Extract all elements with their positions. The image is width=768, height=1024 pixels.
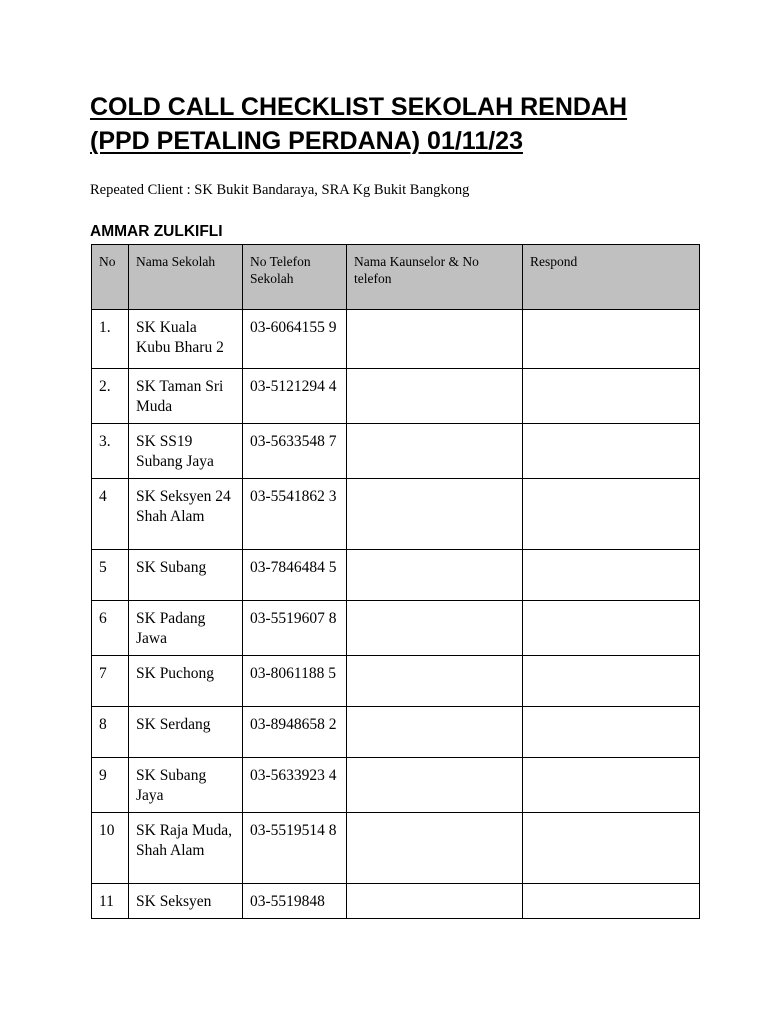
table-row: [92, 424, 700, 479]
page-title: [90, 90, 730, 158]
cell-counselor: [347, 813, 523, 884]
cell-school-phone: 03-5541862 3: [243, 479, 347, 550]
cell-counselor: [347, 601, 523, 656]
cell-counselor: [347, 479, 523, 550]
cell-no: 8: [92, 707, 129, 758]
cell-school-name: SK Raja Muda, Shah Alam: [129, 813, 243, 884]
table-row: [92, 758, 700, 813]
cell-school-name: SK SS19 Subang Jaya: [129, 424, 243, 479]
cell-respond: [523, 424, 700, 479]
table-header-row: [92, 245, 700, 310]
cell-respond: [523, 369, 700, 424]
cell-school-name: SK Subang: [129, 550, 243, 601]
cell-no: 4: [92, 479, 129, 550]
cell-school-phone: 03-8948658 2: [243, 707, 347, 758]
table-row: [92, 550, 700, 601]
person-name: AMMAR ZULKIFLI: [90, 223, 223, 240]
cell-no: 11: [92, 884, 129, 919]
cell-respond: [523, 310, 700, 369]
cell-counselor: [347, 424, 523, 479]
cell-counselor: [347, 707, 523, 758]
cell-respond: [523, 813, 700, 884]
table-row: [92, 479, 700, 550]
cell-counselor: [347, 884, 523, 919]
cell-school-name: SK Seksyen 24 Shah Alam: [129, 479, 243, 550]
table-row: [92, 707, 700, 758]
header-school-phone: No Telefon Sekolah: [243, 245, 347, 310]
cell-respond: [523, 758, 700, 813]
cell-school-phone: 03-6064155 9: [243, 310, 347, 369]
cell-respond: [523, 707, 700, 758]
cell-school-phone: 03-5519514 8: [243, 813, 347, 884]
cell-counselor: [347, 758, 523, 813]
cell-respond: [523, 884, 700, 919]
page-title-line-1: COLD CALL CHECKLIST SEKOLAH RENDAH: [90, 93, 628, 121]
cell-respond: [523, 479, 700, 550]
cell-school-phone: 03-5121294 4: [243, 369, 347, 424]
cell-school-phone: 03-8061188 5: [243, 656, 347, 707]
cell-no: 3.: [92, 424, 129, 479]
checklist-table: [91, 244, 700, 919]
cell-school-name: SK Puchong: [129, 656, 243, 707]
cell-no: 6: [92, 601, 129, 656]
cell-no: 5: [92, 550, 129, 601]
cell-respond: [523, 601, 700, 656]
table-row: [92, 656, 700, 707]
repeated-client-note: Repeated Client : SK Bukit Bandaraya, SRA Kg Bukit Bangkong: [90, 182, 470, 198]
cell-school-phone: 03-5633548 7: [243, 424, 347, 479]
table-row: [92, 601, 700, 656]
cell-school-phone: 03-5633923 4: [243, 758, 347, 813]
cell-no: 1.: [92, 310, 129, 369]
header-school-name: Nama Sekolah: [129, 245, 243, 310]
header-counselor: Nama Kaunselor & No telefon: [347, 245, 523, 310]
table-row: [92, 310, 700, 369]
cell-school-phone: 03-7846484 5: [243, 550, 347, 601]
cell-counselor: [347, 369, 523, 424]
table-row: [92, 884, 700, 919]
cell-school-name: SK Taman Sri Muda: [129, 369, 243, 424]
page-title-line-2: (PPD PETALING PERDANA) 01/11/23: [90, 127, 523, 155]
cell-school-name: SK Seksyen: [129, 884, 243, 919]
cell-school-phone: 03-5519607 8: [243, 601, 347, 656]
cell-no: 10: [92, 813, 129, 884]
cell-school-name: SK Kuala Kubu Bharu 2: [129, 310, 243, 369]
cell-no: 2.: [92, 369, 129, 424]
table-row: [92, 369, 700, 424]
cell-no: 7: [92, 656, 129, 707]
cell-counselor: [347, 550, 523, 601]
cell-respond: [523, 656, 700, 707]
header-respond: Respond: [523, 245, 700, 310]
table-row: [92, 813, 700, 884]
header-no: No: [92, 245, 129, 310]
cell-school-name: SK Serdang: [129, 707, 243, 758]
cell-no: 9: [92, 758, 129, 813]
cell-school-phone: 03-5519848: [243, 884, 347, 919]
cell-counselor: [347, 656, 523, 707]
cell-counselor: [347, 310, 523, 369]
cell-respond: [523, 550, 700, 601]
cell-school-name: SK Subang Jaya: [129, 758, 243, 813]
cell-school-name: SK Padang Jawa: [129, 601, 243, 656]
